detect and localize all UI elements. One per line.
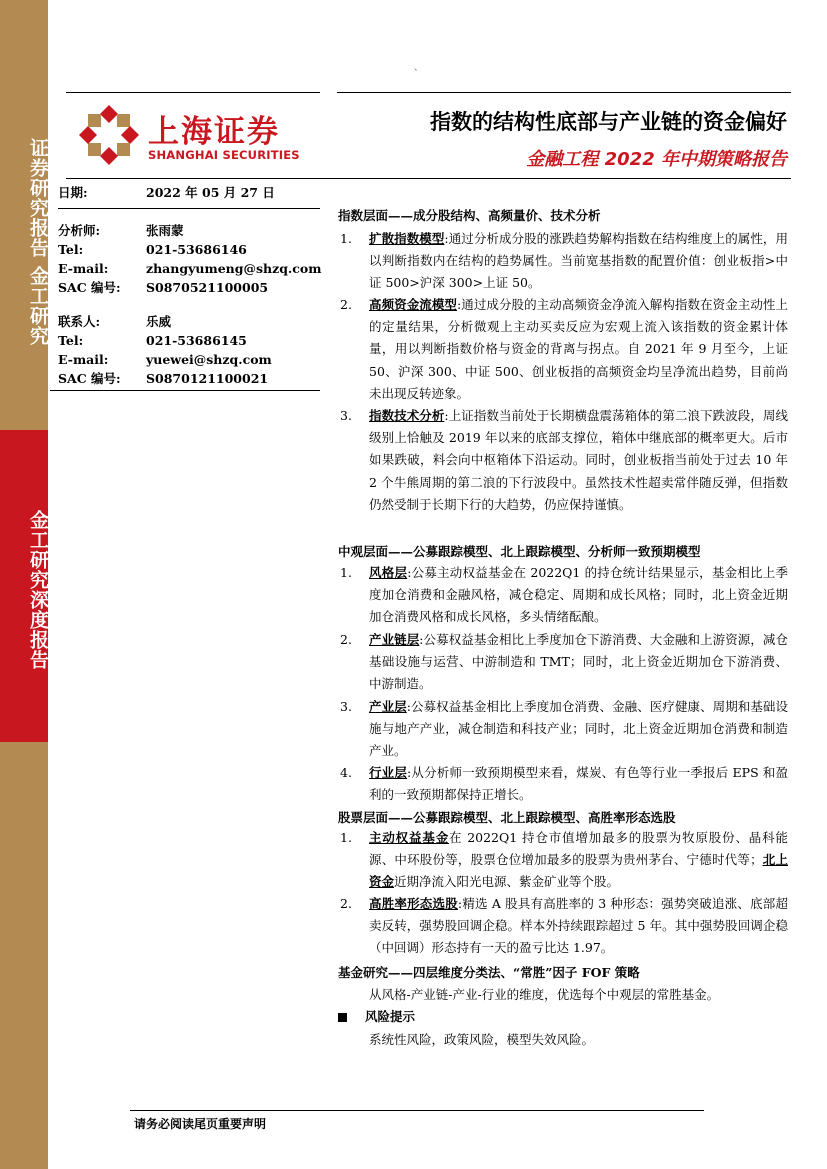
list-item	[338, 562, 788, 629]
list-item	[338, 762, 788, 806]
item-text: :通过成分股的主动高频资金净流入解构指数在资金主动性上的定量结果，分析微观上主动买卖反应为宏观上流入该指数的资金累计体量，用以判断指数价格与资金的背离与拐点。自 2021 年 9 月至今，上证 50、沪深 300、中证 500、创业板指的高频资金均呈净流出趋势，目前尚未出现反转迹象。	[369, 297, 788, 401]
report-title: 指数的结构性底部与产业链的资金偏好	[430, 110, 787, 134]
section-risk	[338, 1007, 415, 1025]
footer-rule	[130, 1110, 704, 1111]
contact-tel-label: Tel:	[58, 333, 84, 348]
company-logo-icon	[78, 104, 140, 166]
analyst-name: 张雨蒙	[146, 223, 184, 238]
analyst-block	[58, 221, 322, 297]
date-row	[58, 183, 318, 202]
item-number: 3.	[340, 408, 352, 423]
contact-email[interactable]: yuewei@shzq.com	[146, 352, 272, 367]
list-item	[338, 228, 788, 295]
item-number: 1.	[340, 565, 352, 580]
sidebar-report-type: 证券研究报告 金工研究	[27, 138, 49, 346]
analyst-tel-label: Tel:	[58, 242, 84, 257]
header-top-rule-left	[66, 92, 320, 93]
info-rule	[58, 208, 320, 209]
list-item	[338, 893, 788, 960]
item-heading: 扩散指数模型	[369, 231, 445, 246]
sidebar-bottom-band	[0, 742, 48, 1169]
item-heading: 行业层	[369, 765, 408, 780]
item-number: 2.	[340, 632, 352, 647]
risk-text	[338, 1029, 788, 1051]
fund-paragraph: 从风格-产业链-产业-行业的维度，优选每个中观层的常胜基金。	[369, 987, 720, 1002]
item-heading: 高频资金流模型	[369, 297, 457, 312]
fund-text	[338, 984, 788, 1006]
item-number: 2.	[340, 896, 352, 911]
section-fund-research: 基金研究——四层维度分类法、“常胜”因子 FOF 策略	[338, 965, 640, 980]
date-value: 2022 年 05 月 27 日	[146, 185, 275, 200]
analyst-tel: 021-53686146	[146, 242, 247, 257]
item-text: :公募权益基金相比上季度加仓消费、金融、医疗健康、周期和基础设施与地产产业，减仓制造和科技产业；同时，北上资金近期加仓消费和制造产业。	[369, 699, 788, 759]
item-text: :公募权益基金相比上季度加仓下游消费、大金融和上游资源，减仓基础设施与运营、中游制造和 TMT；同时，北上资金近期加仓下游消费、中游制造。	[369, 632, 788, 692]
bullet-square-icon	[338, 1013, 347, 1022]
footer-notice[interactable]: 请务必阅读尾页重要声明	[134, 1117, 267, 1131]
analyst-sac-label: SAC 编号:	[58, 280, 121, 295]
item-text: 在 2022Q1 持仓市值增加最多的股票为牧原股份、晶科能源、中环股份等，股票仓位增加最多的股票为贵州茅台、宁德时代等；	[369, 830, 788, 868]
analyst-email-label: E-mail:	[58, 261, 109, 276]
item-number: 1.	[340, 231, 352, 246]
contact-rule	[50, 390, 320, 391]
list-item	[338, 629, 788, 696]
item-number: 3.	[340, 699, 352, 714]
item-number: 1.	[340, 830, 352, 845]
logo-chinese-name: 上海证券	[148, 114, 280, 150]
analyst-sac: S0870521100005	[146, 280, 269, 295]
contact-sac: S0870121100021	[146, 371, 269, 386]
section-index-level: 指数层面——成分股结构、高频量价、技术分析	[338, 208, 601, 223]
stray-mark: 、	[414, 63, 424, 73]
item-text: :精选 A 股具有高胜率的 3 种形态：强势突破追涨、底部超卖反转，强势股回调企稳。样本外持续跟踪超过 5 年。其中强势股回调企稳（中回调）形态持有一天的盈亏比达 1.97。	[369, 896, 788, 956]
logo-english-name: SHANGHAI SECURITIES	[148, 148, 300, 162]
item-text-secondary: 近期净流入阳光电源、紫金矿业等个股。	[394, 874, 620, 890]
contact-label: 联系人:	[58, 314, 101, 329]
list-item	[338, 405, 788, 516]
item-text: :通过分析成分股的涨跌趋势解构指数在结构维度上的属性，用以判断指数内在结构的趋势属性。当前宽基指数的配置价值：创业板指>中证 500>沪深 300>上证 50。	[369, 231, 788, 291]
risk-paragraph: 系统性风险，政策风险，模型失效风险。	[369, 1032, 595, 1047]
risk-heading: 风险提示	[365, 1009, 416, 1024]
item-text: :公募主动权益基金在 2022Q1 的持仓统计结果显示，基金相比上季度加仓消费和金融风格，减仓稳定、周期和成长风格；同时，北上资金近期加仓消费风格和成长风格，多头情绪酝酿。	[369, 565, 788, 625]
contact-tel: 021-53686145	[146, 333, 247, 348]
item-number: 2.	[340, 297, 352, 312]
item-heading: 指数技术分析	[369, 408, 445, 423]
date-label: 日期:	[58, 185, 88, 200]
item-heading: 高胜率形态选股	[369, 896, 458, 911]
contact-email-label: E-mail:	[58, 352, 109, 367]
contact-block	[58, 312, 318, 388]
report-subtitle: 金融工程 2022 年中期策略报告	[526, 149, 787, 170]
list-item	[338, 696, 788, 763]
section-stock-level: 股票层面——公募跟踪模型、北上跟踪模型、高胜率形态选股	[338, 810, 676, 825]
sidebar-report-category: 金工研究深度报告	[27, 510, 49, 670]
contact-name: 乐威	[146, 314, 172, 329]
item-heading: 风格层	[369, 565, 408, 580]
item-heading: 产业链层	[369, 632, 420, 647]
header-bottom-rule	[66, 178, 791, 179]
analyst-label: 分析师:	[58, 223, 101, 238]
item-text: :上证指数当前处于长期横盘震荡箱体的第二浪下跌波段，周线级别上恰触及 2019 年以来的底部支撑位，箱体中继底部的概率更大。后市如果跌破，料会向中枢箱体下沿运动。同时，创业板指当前处于过去 10 年 2 个牛熊周期的第二浪的下行波段中。虽然技术性超卖常伴随反弹，但指数仍然受制于长期下行的大趋势，仍应保持谨慎。	[369, 408, 788, 512]
analyst-email[interactable]: zhangyumeng@shzq.com	[146, 261, 322, 276]
item-heading: 产业层	[369, 699, 407, 714]
info-block	[58, 183, 318, 202]
list-item	[338, 827, 788, 894]
header-top-rule-right	[337, 92, 791, 93]
section-meso-level: 中观层面——公募跟踪模型、北上跟踪模型、分析师一致预期模型	[338, 544, 701, 559]
list-item	[338, 294, 788, 405]
item-heading: 主动权益基金	[369, 830, 450, 845]
contact-sac-label: SAC 编号:	[58, 371, 121, 386]
item-number: 4.	[340, 765, 352, 780]
item-heading-secondary: 北上资金	[369, 852, 788, 890]
item-text: :从分析师一致预期模型来看，煤炭、有色等行业一季报后 EPS 和盈利的一致预期都保持正增长。	[369, 765, 788, 803]
